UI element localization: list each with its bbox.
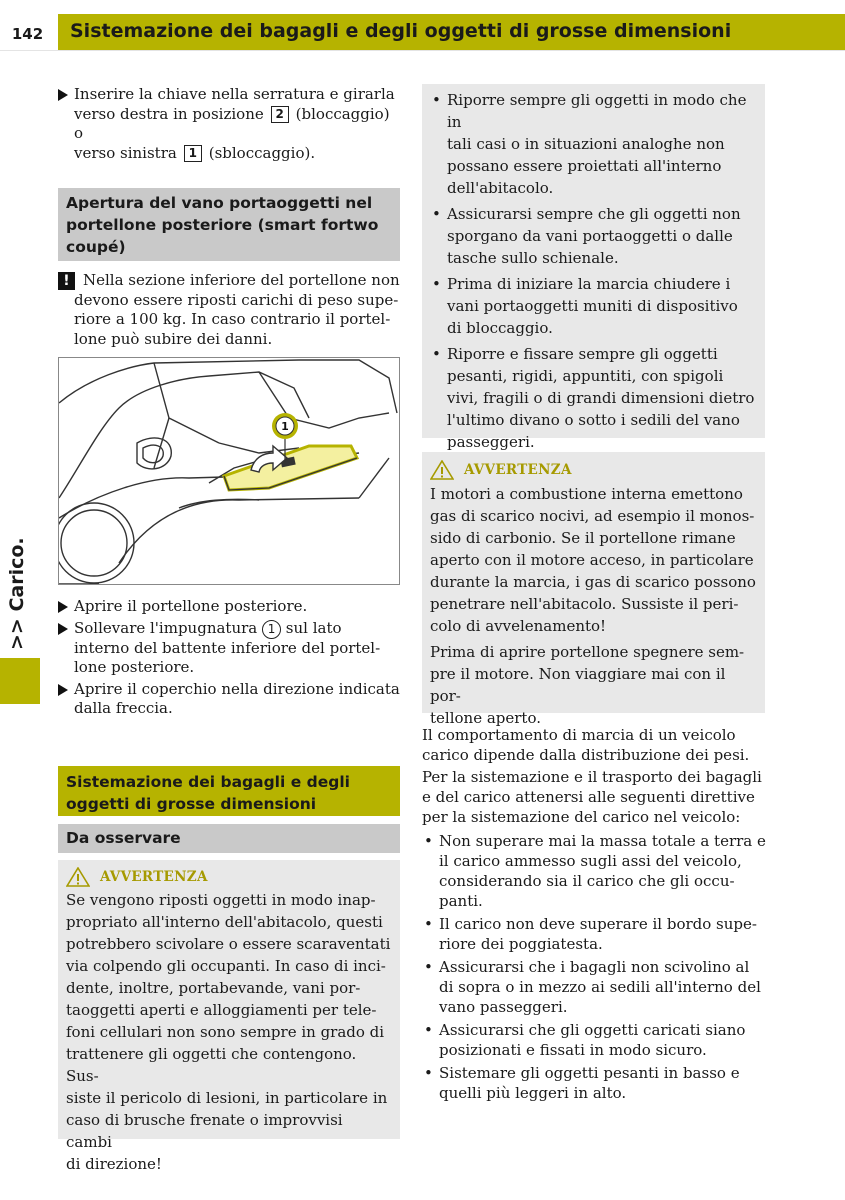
callout-1-ref: 1 <box>262 620 281 639</box>
body-text <box>422 725 772 1103</box>
section-heading-luggage: Sistemazione dei bagagli e degli oggetti di grosse dimensioni <box>58 766 400 816</box>
paragraph-line: per la sistemazione del carico nel veicolo: <box>422 808 741 826</box>
step-line: verso destra in posizione 2 (bloccaggio) o <box>74 104 390 142</box>
warning-box-exhaust <box>422 452 765 727</box>
warning-box-objects <box>58 860 400 1173</box>
paragraph-driving-behavior <box>422 725 772 765</box>
warning-line: I motori a combustione interna emettono <box>430 485 743 503</box>
step-open-lid: Aprire il coperchio nella direzione indicata dalla freccia. <box>58 680 403 719</box>
step-key-turn <box>58 85 403 163</box>
paragraph-line: Il comportamento di marcia di un veicolo <box>422 726 736 744</box>
step-lift-handle: Sollevare l'impugnatura 1 sul lato interno del battente inferiore del portel- lone posteriore. <box>58 619 403 678</box>
exclamation-icon: ! <box>58 272 75 290</box>
paragraph-line: Per la sistemazione e il trasporto dei bagagli <box>422 768 762 786</box>
bullet-item <box>430 343 757 453</box>
bullet-line: di bloccaggio. <box>447 319 553 337</box>
bullet-item <box>422 1020 772 1060</box>
bullet-item <box>430 89 757 199</box>
bullet-line: • Il carico non deve superare il bordo supe- <box>439 915 757 933</box>
bullet-line: vani portaoggetti muniti di dispositivo <box>447 297 738 315</box>
step-open-tailgate: Aprire il portellone posteriore. <box>58 597 403 617</box>
bullet-line: posizionati e fissati in modo sicuro. <box>439 1041 707 1059</box>
chapter-tab <box>0 658 40 704</box>
warning-text-1 <box>430 483 757 637</box>
warning-line: siste il pericolo di lesioni, in particolare in <box>66 1089 388 1107</box>
paragraph-line: e del carico attenersi alle seguenti direttive <box>422 788 755 806</box>
warning-triangle-icon <box>430 460 454 480</box>
bullet-line: l'ultimo divano o sotto i sedili del vano <box>447 411 740 429</box>
warning-line: di direzione! <box>66 1155 162 1173</box>
warning-line: taoggetti aperti e alloggiamenti per tele- <box>66 1001 377 1019</box>
warning-title: AVVERTENZA <box>464 462 572 478</box>
bullet-line: di sopra o in mezzo ai sedili all'interno del <box>439 978 761 996</box>
loading-bullets <box>422 831 772 1103</box>
bullet-line: • Assicurarsi che gli oggetti caricati siano <box>439 1021 746 1039</box>
bullet-line: • Sistemare gli oggetti pesanti in basso e <box>439 1064 740 1082</box>
bullet-item <box>422 1063 772 1103</box>
chapter-label: >> Carico. <box>6 537 28 650</box>
safety-bullets <box>430 89 757 453</box>
bullet-line: • Riporre sempre gli oggetti in modo che in <box>447 91 747 131</box>
bullet-line: considerando sia il carico che gli occu- <box>439 872 735 890</box>
arrow-bullet-icon <box>58 89 68 101</box>
warning-title: AVVERTENZA <box>100 869 208 885</box>
bullet-line: dell'abitacolo. <box>447 179 554 197</box>
warning-line: durante la marcia, i gas di scarico possono <box>430 573 756 591</box>
tailgate-drawing <box>59 358 399 584</box>
bullet-line: • Assicurarsi sempre che gli oggetti non <box>447 205 741 223</box>
safety-bullets-box <box>422 84 765 451</box>
bullet-line: vivi, fragili o di grandi dimensioni dietro <box>447 389 755 407</box>
notice-damage: ! Nella sezione inferiore del portellone non devono essere riposti carichi di peso supe- riore a 100 kg. In caso contrario il portel- lone può subire dei danni. <box>58 271 403 349</box>
bullet-line: passeggeri. <box>447 433 535 451</box>
warning-line: dente, inoltre, portabevande, vani por- <box>66 979 361 997</box>
arrow-bullet-icon <box>58 684 68 696</box>
warning-line: colo di avvelenamento! <box>430 617 607 635</box>
bullet-line: riore dei poggiatesta. <box>439 935 603 953</box>
paragraph-line: carico dipende dalla distribuzione dei pesi. <box>422 746 750 764</box>
warning-header <box>430 457 757 483</box>
warning-line: Se vengono riposti oggetti in modo inap- <box>66 891 376 909</box>
bullet-item <box>422 914 772 954</box>
bullet-line: panti. <box>439 892 483 910</box>
arrow-bullet-icon <box>58 601 68 613</box>
warning-line: via colpendo gli occupanti. In caso di inci- <box>66 957 386 975</box>
paragraph-loading-guidelines <box>422 767 772 827</box>
bullet-line: • Non superare mai la massa totale a terra e <box>439 832 766 850</box>
bullet-line: vano passeggeri. <box>439 998 568 1016</box>
warning-line: pre il motore. Non viaggiare mai con il por- <box>430 665 726 705</box>
steps-open <box>58 597 403 719</box>
bullet-line: tasche sullo schienale. <box>447 249 619 267</box>
warning-header <box>66 865 392 889</box>
warning-line: trattenere gli oggetti che contengono. Sus- <box>66 1045 357 1085</box>
position-key-2: 2 <box>271 106 289 123</box>
bullet-line: • Riporre e fissare sempre gli oggetti <box>447 345 718 363</box>
bullet-item <box>430 203 757 269</box>
header-rule <box>0 50 845 51</box>
warning-line: aperto con il motore acceso, in particolare <box>430 551 754 569</box>
warning-line: gas di scarico nocivi, ad esempio il monos- <box>430 507 755 525</box>
bullet-line: • Prima di iniziare la marcia chiudere i <box>447 275 731 293</box>
position-key-1: 1 <box>184 145 202 162</box>
section-heading-storage-compartment: Apertura del vano portaoggetti nel portellone posteriore (smart fortwo coupé) <box>58 188 400 261</box>
warning-line: caso di brusche frenate o improvvisi cambi <box>66 1111 343 1151</box>
bullet-item <box>430 273 757 339</box>
bullet-line: il carico ammesso sugli assi del veicolo, <box>439 852 742 870</box>
section-heading-observe: Da osservare <box>58 824 400 853</box>
step-line: Inserire la chiave nella serratura e girarla <box>74 85 395 103</box>
bullet-line: possano essere proiettati all'interno <box>447 157 722 175</box>
callout-1: 1 <box>281 420 289 433</box>
warning-line: sido di carbonio. Se il portellone rimane <box>430 529 736 547</box>
warning-line: penetrare nell'abitacolo. Sussiste il peri- <box>430 595 739 613</box>
illustration-tailgate <box>58 357 400 585</box>
warning-text-2 <box>430 641 757 729</box>
bullet-line: pesanti, rigidi, appuntiti, con spigoli <box>447 367 724 385</box>
arrow-bullet-icon <box>58 623 68 635</box>
warning-triangle-icon <box>66 867 90 887</box>
step-line: verso sinistra 1 (sbloccaggio). <box>74 143 316 162</box>
warning-line: Prima di aprire portellone spegnere sem- <box>430 643 745 661</box>
bullet-line: • Assicurarsi che i bagagli non scivolino al <box>439 958 750 976</box>
bullet-item <box>422 831 772 911</box>
bullet-line: tali casi o in situazioni analoghe non <box>447 135 725 153</box>
bullet-line: sporgano da vani portaoggetti o dalle <box>447 227 733 245</box>
warning-line: foni cellulari non sono sempre in grado di <box>66 1023 385 1041</box>
warning-text <box>66 889 392 1175</box>
page-number: 142 <box>11 25 44 43</box>
warning-line: potrebbero scivolare o essere scaraventati <box>66 935 391 953</box>
warning-line: tellone aperto. <box>430 709 541 727</box>
bullet-line: quelli più leggeri in alto. <box>439 1084 627 1102</box>
warning-line: propriato all'interno dell'abitacolo, questi <box>66 913 383 931</box>
page-title: Sistemazione dei bagagli e degli oggetti di grosse dimensioni <box>70 20 732 42</box>
bullet-item <box>422 957 772 1017</box>
